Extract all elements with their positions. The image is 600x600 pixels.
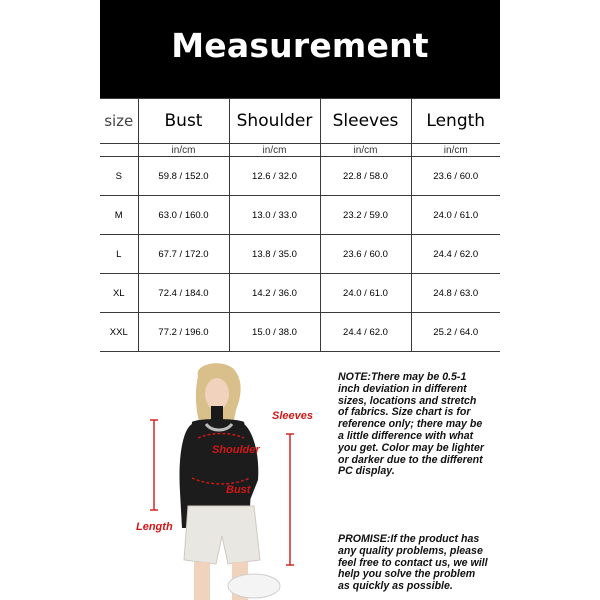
size-label: M bbox=[100, 196, 138, 235]
length-value: 23.6 / 60.0 bbox=[411, 157, 500, 196]
size-label: XXL bbox=[100, 313, 138, 352]
size-chart-table bbox=[100, 98, 500, 352]
column-header-bust: Bust bbox=[138, 99, 229, 144]
unit-label: in/cm bbox=[320, 144, 411, 157]
size-label: L bbox=[100, 235, 138, 274]
shoulder-value: 13.0 / 33.0 bbox=[229, 196, 320, 235]
unit-row bbox=[100, 144, 500, 157]
sleeves-label: Sleeves bbox=[272, 410, 313, 422]
size-column-header: size bbox=[100, 99, 138, 144]
page-title: Measurement bbox=[171, 26, 429, 65]
column-header-sleeves: Sleeves bbox=[320, 99, 411, 144]
sleeves-value: 24.4 / 62.0 bbox=[320, 313, 411, 352]
length-value: 24.0 / 61.0 bbox=[411, 196, 500, 235]
table-row-l bbox=[100, 235, 500, 274]
unit-label: in/cm bbox=[229, 144, 320, 157]
title-banner bbox=[100, 0, 500, 98]
promise-text: PROMISE:If the product has any quality problems, please feel free to contact us, we will help you solve the problem as quickly as possible. bbox=[338, 533, 488, 593]
sleeves-value: 24.0 / 61.0 bbox=[320, 274, 411, 313]
length-value: 24.8 / 63.0 bbox=[411, 274, 500, 313]
model-photo bbox=[132, 360, 322, 600]
size-label: XL bbox=[100, 274, 138, 313]
unit-label: in/cm bbox=[138, 144, 229, 157]
table-header-row bbox=[100, 99, 500, 144]
unit-label: in/cm bbox=[411, 144, 500, 157]
note-text: NOTE:There may be 0.5-1 inch deviation in different sizes, locations and stretch of fabrics. Size chart is for reference only; there may be a little difference with what you get. Color may be lighter or darker due to the different PC display. bbox=[338, 371, 484, 478]
column-header-shoulder: Shoulder bbox=[229, 99, 320, 144]
bust-value: 67.7 / 172.0 bbox=[138, 235, 229, 274]
table-row-xl bbox=[100, 274, 500, 313]
column-header-length: Length bbox=[411, 99, 500, 144]
bust-label: Bust bbox=[226, 484, 251, 496]
length-value: 24.4 / 62.0 bbox=[411, 235, 500, 274]
bust-value: 63.0 / 160.0 bbox=[138, 196, 229, 235]
shoulder-value: 13.8 / 35.0 bbox=[229, 235, 320, 274]
shoulder-value: 15.0 / 38.0 bbox=[229, 313, 320, 352]
shoulder-value: 14.2 / 36.0 bbox=[229, 274, 320, 313]
table-row-xxl bbox=[100, 313, 500, 352]
bust-value: 72.4 / 184.0 bbox=[138, 274, 229, 313]
bust-value: 77.2 / 196.0 bbox=[138, 313, 229, 352]
size-label: S bbox=[100, 157, 138, 196]
bust-value: 59.8 / 152.0 bbox=[138, 157, 229, 196]
shoulder-value: 12.6 / 32.0 bbox=[229, 157, 320, 196]
unit-cell-blank bbox=[100, 144, 138, 157]
sleeves-value: 23.6 / 60.0 bbox=[320, 235, 411, 274]
sleeves-value: 23.2 / 59.0 bbox=[320, 196, 411, 235]
sleeves-value: 22.8 / 58.0 bbox=[320, 157, 411, 196]
length-label: Length bbox=[136, 521, 173, 533]
table-row-m bbox=[100, 196, 500, 235]
shoulder-label: Shoulder bbox=[212, 444, 260, 456]
length-value: 25.2 / 64.0 bbox=[411, 313, 500, 352]
table-row-s bbox=[100, 157, 500, 196]
